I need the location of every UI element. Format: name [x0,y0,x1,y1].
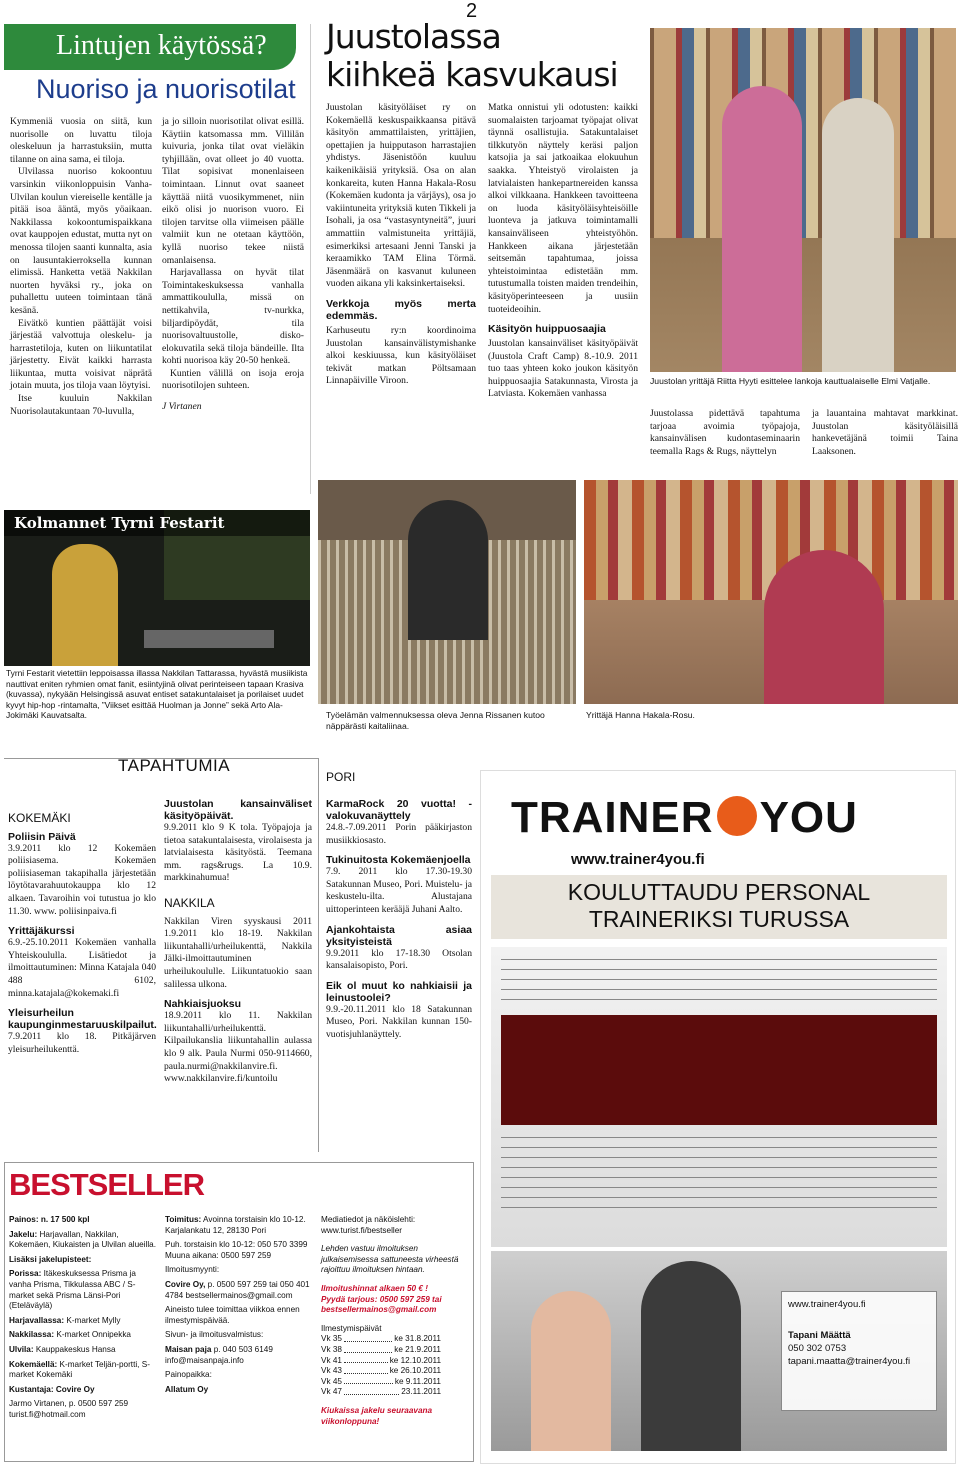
impressum-line [165,1280,315,1301]
impressum-line [9,1255,159,1266]
lintujen-col2 [162,116,304,414]
date-row [321,1345,441,1356]
impressum-text: K-market Onnipekka [54,1330,131,1340]
title-line: kiihkeä kasvukausi [326,55,618,94]
event-text: 7.9. 2011 klo 17.30-19.30 Satakunnan Museo, Pori. Muistelu- ja keskustelu-ilta. Alustajana uittoperinteen kerääjä Juhani Aalto. [326,866,472,915]
impressum-label: Covire Oy, [165,1279,206,1289]
impressum-text: Harjavallan, Nakkilan, Kokemäen, Kiukaisten ja Ulvilan alueilla. [9,1229,156,1250]
event-text: 9.9.2011 klo 9 K tola. Työpajoja ja tietoa satakuntalaisesta, virolaisesta ja latvialaisesta käsityöstä. Teemana mm. rags&rugs. La 10.9. markkinahumua! [164,822,312,884]
impressum-text: Itäkeskuksessa Prisma ja vanha Prisma, Tikkulassa ABC / S-market sekä Prisma Länsi-Pori (Eteläväylä) [9,1269,136,1311]
photo-caption: Juustolan yrittäjä Riitta Hyyti esittelee lankoja kauttualaiselle Elmi Vatjalle. [650,376,931,386]
impressum-line [165,1265,315,1276]
trainer-logo [511,793,858,843]
week-label: Vk 45 [321,1376,342,1386]
place-heading: NAKKILA [164,895,215,910]
offer-info: Pyydä tarjous: 0500 597 259 tai bestsellermainos@gmail.com [321,1294,442,1315]
dot-leader [344,1387,399,1395]
singer [52,544,118,666]
impressum-line [165,1385,315,1396]
subheading: Käsityön huippuosaajia [488,323,606,336]
event-title: Ajankohtaista asiaa yksityisteistä [326,923,472,948]
impressum-line [9,1345,159,1356]
impressum-label: Maisan paja [165,1344,212,1354]
impressum-label: Nakkilassa: [9,1330,55,1340]
person [722,86,802,372]
date-label: ke 26.10.2011 [389,1366,441,1376]
impressum-line [9,1385,159,1396]
photo-weaving [318,480,576,704]
events-col1 [8,812,156,1056]
lintujen-col1 [10,116,152,418]
date-row [321,1366,441,1377]
event-text: Nakkilan Viren syyskausi 2011 1.9.2011 klo 18-19. Nakkilan liikuntahalli/urheilukenttä, Nakkila Jälki-ilmoittautuminen urheilukoululle. Liikuntatuokio saan salilessa ulkona. [164,915,312,990]
event-title: Yleisurheilun kaupunginmestaruuskilpailut. [8,1007,157,1032]
caption-hanna: Yrittäjä Hanna Hakala-Rosu. [586,710,695,720]
text-block [501,1137,937,1217]
event-text: 9.9.-20.11.2011 klo 18 Satakunnan Museo, Pori. Nakkilan kunnan 150-vuotisjuhlanäyttely. [326,1003,472,1040]
date-label: ke 12.10.2011 [389,1355,441,1365]
paragraph: Juustolan käsityöläiset ry on Kokemäellä keskuspaikkaansa pitävä käsityön ammattilaisten, yrittäjien, opettajien ja huipputason harrastajien yhdistys. Jäsenistöön kuuluu kaikenikäisiä yrityksiä. Osa on alan konkareita, kuten Hanna Hakala-Rosu (Kokemäen kudonta ja värjäys), osa jo vakiintuneita yrityksiä kuten Tikkeli ja Isohali, ja osa “vastasyntyneitä”, juuri ammattiin valmistuneita yrittäjiä, esimerkiksi artesaani Jenni Tanski ja keraamikko TAM Elina Törmä. Jäsenmäärä on kasvanut kuluneen vuoden aikana yli kaksinkertaiseksi. [326,102,476,290]
media-info: Mediatiedot ja näköislehti: www.turist.fi/bestseller [321,1215,416,1235]
kicker-banner [4,24,296,70]
event-title: Nahkiaisjuoksu [164,998,242,1011]
logo-left: TRAINER [511,793,714,842]
author: J Virtanen [162,401,202,413]
event-title: KarmaRock 20 vuotta! -valokuvanäyttely [326,798,472,822]
impressum-label: Porissa: [9,1269,42,1279]
headline-line: KOULUTTAUDU PERSONAL [567,879,871,905]
contact-box [781,1291,937,1411]
impressum-line [9,1330,159,1341]
lintujen-title: Nuoriso ja nuorisotilat [36,74,296,104]
events-col2 [164,798,312,1086]
paragraph: Kymmeniä vuosia on siitä, kun nuorisolle on luvattu tiloja oleskeluun ja harrastuksiin, mutta tilanne on aina sama, ei tiloja. [10,116,152,165]
impressum-text: Jarmo Virtanen, p. 0500 597 259 turist.fi@hotmail.com [9,1399,129,1419]
woman-figure [531,1291,611,1451]
photo-tyrni-festival [4,510,310,666]
impressum-text: Puh. torstaisin klo 10-12: 050 570 3399 Muuna aikana: 0500 597 259 [165,1240,308,1260]
photo-hanna [584,480,958,704]
dot-leader [344,1334,392,1342]
week-label: Vk 43 [321,1366,342,1376]
impressum-text: Aineisto tulee toimittaa viikkoa ennen ilmestymispäivää. [165,1305,300,1325]
event-text: 7.9.2011 klo 18. Pitkäjärven yleisurheilukenttä. [8,1031,156,1055]
page-number: 2 [466,0,478,22]
trainer-ad[interactable] [480,770,956,1464]
photo-yarn-shop [650,28,956,372]
info-url[interactable]: www.trainer4you.fi [788,1299,866,1310]
week-label: Vk 38 [321,1344,342,1354]
dot-leader [344,1345,392,1353]
logo-figure-icon [717,796,757,836]
date-row [321,1377,441,1388]
subheading: Verkkoja myös merta edemmäs. [326,297,476,322]
date-label: ke 9.11.2011 [394,1376,441,1386]
impressum-line [165,1330,315,1341]
juustola-col2 [488,102,638,401]
date-row [321,1356,441,1367]
impressum-text: Ilmoitusmyynti: [165,1265,220,1275]
date-row [321,1387,441,1398]
bestseller-logo: BESTSELLER [9,1167,204,1202]
price-info: Ilmoitushinnat alkaen 50 € ! [321,1283,428,1293]
dot-leader [344,1366,388,1374]
impressum-label: Jakelu: [9,1229,38,1239]
impressum-line [9,1399,159,1420]
person [408,500,488,640]
impressum-line [9,1360,159,1381]
impressum-label: Painos: n. 17 500 kpl [9,1215,90,1224]
trainer-body [491,947,947,1247]
impressum-line [9,1316,159,1327]
impressum-text: K-market Teljän-portti, S-market Kokemäki [9,1359,150,1380]
impressum-col2 [165,1215,315,1399]
paragraph: ja jo silloin nuorisotilat olivat esillä. Käytiin katsomassa mm. Villilän kuivuria, jonka tilat ovat vieläkin tyhjillään, ovat olleet jo 40 vuotta. Tilat sopisivat monenlaiseen toimintaan. Linnut ovat saaneet käyttää niitä vuosikymmenet, niin eikö olisi jo nuorison vuoro. Ei tilojen tarvitse olla viimeisen päälle valmiit kun ne otetaan käyttöön, kyllä nuoriso tekee niistä omanlaisensa. [162,116,304,266]
trainer-url[interactable]: www.trainer4you.fi [571,851,705,868]
paragraph: Kuntien välillä on isoja eroja nuorisotilojen suhteen. [162,367,304,392]
impressum-text: Sivun- ja ilmoitusvalmistus: [165,1330,264,1340]
event-title: Yrittäjäkurssi [8,925,75,938]
impressum-label: Lisäksi jakelupisteet: [9,1254,92,1264]
impressum-label: Harjavallassa: [9,1315,65,1325]
place-heading: KOKEMÄKI [8,811,71,825]
impressum-line [9,1215,159,1226]
impressum-label: Kustantaja: Covire Oy [9,1384,95,1394]
paragraph: Matka onnistui yli odotusten: kaikki suomalaisten tarjoamat työpajat olivat täynnä osallistujia. Satakuntalaiset tilkkutyön näyttely keräsi paljon katsojia ja sai jatkoaikaa elokuuhun saakka. Yhteistyö virolaisten ja latvialaisten hankepartnereiden kanssa alkoi vilkkaana. Hankkeen tavoitteena on luoda käsityöläisyhteisöille luonteva ja jatkuva toimintamalli kansainväliseen yhteistyöhön. Hankkeen aikana järjestetään seitsemän tapahtumaa, joissa yhteistoimintaa edistetään mm. tutustumalla toisten maiden trendeihin, käsityöperinteeseen ja uusiin tuoteideoihin. [488,102,638,315]
juustola-col3 [650,408,800,458]
paragraph: Juustolan kansainväliset käsityöpäivät (Juustola Craft Camp) 8.-10.9. 2011 tuo taas yhteen koko joukon käsityön huippuosaajia Satakunnasta, Virosta ja Latviasta. Kokemäen vanhassa [488,338,638,400]
lintujen-article [4,24,308,500]
logo-right: YOU [759,793,858,842]
divider [318,758,319,1152]
tyrni-caption: Tyrni Festarit vietettiin leppoisassa illassa Nakkilan Tattarassa, hyvästä musiikista nauttivat eniten ryhmien omat fanit, esiintyjinä olivat perinteiseen tapaan Krasiva (kuvassa), nykyään Helsingissä asuvat entiset satakuntalaiset ja porilaiset uudet kyvyt hip-hop -rintamalta, ”Viikset esittää Huolman ja Jonne” sekä Arto Ala-Jokimäki Kauvatsalta. [6,668,308,721]
week-label: Vk 47 [321,1387,342,1397]
dates-title: Ilmestymispäivät [321,1323,382,1333]
impressum-text: p. 0500 597 259 tai 050 401 4784 bestsellermainos@gmail.com [165,1279,310,1300]
impressum-line [165,1370,315,1381]
date-label: ke 31.8.2011 [394,1334,441,1344]
shelf [650,28,956,238]
headline-line: TRAINERIKSI TURUSSA [588,906,850,932]
paragraph: Ulvilassa nuoriso kokoontuu varsinkin viikonloppuisin Vanha-Ulvilan koulun viereiselle kentälle ja pitää isoa ääntä, myös yöaikaan. Nakkilassa kokoontumispaikkana ovat kauppojen edustat, mutta nyt on menossa tilojen saanti kunnalta, asia on lausuntakierroksella kunnan elimissä. Hanketta vetää Nakkilan nuorten hyväksi ry., joka on puhallettu uuteen toimintaan tänä kesänä. [10,166,152,316]
contact-name: Tapani Määttä [788,1330,851,1341]
man-figure [641,1261,741,1451]
impressum-label: Allatum Oy [165,1384,209,1394]
contact-phone: 050 302 0753 [788,1343,847,1354]
event-text: 6.9.-25.10.2011 Kokemäen vanhalla Yhteiskoululla. Lisätiedot ja ilmoittautuminen: Minna Katajala 040 488 6102, minna.katajala@kokemaki.fi [8,937,156,999]
dot-leader [344,1377,393,1385]
contact-email[interactable]: tapani.maatta@trainer4you.fi [788,1356,911,1367]
impressum-text: Painopaikka: [165,1370,212,1380]
juustola-col4 [812,408,958,458]
tyrni-title: Kolmannet Tyrni Festarit [14,514,225,532]
date-label: 23.11.2011 [401,1387,441,1397]
impressum-line [165,1345,315,1366]
impressum-line [9,1269,159,1311]
paragraph: ja lauantaina mahtavat markkinat. Juustolan käsityöläisillä hankevetäjänä toimii Taina Laaksonen. [812,408,958,457]
impressum-label: Kokemäellä: [9,1359,58,1369]
person [822,98,894,372]
week-label: Vk 35 [321,1334,342,1344]
impressum-line [165,1240,315,1261]
tyrni-banner [4,510,310,536]
dates-list [321,1334,441,1398]
text-block [501,1015,937,1125]
divider [310,24,311,494]
paragraph: Eivätkö kuntien päättäjät voisi järjestää valvottuja oleskelu- ja harrastetiloja, kuten on liikuntatilat järjestetty. Eivät kaikki harrasta liikuntaa, mutta voisivat näprätä jotain muuta, jos tiloja vaan löytyisi. [10,317,152,392]
impressum-label: Ulvila: [9,1344,34,1354]
person [764,550,884,704]
dot-leader [344,1356,388,1364]
event-text: 3.9.2011 klo 12 Kokemäen poliisiasema. Kokemäen poliisiaseman takapihalla järjestetään löytötavarahuutokauppa klo 12 alkaen. Tavaroihin voi tutustua jo klo 11.30. www. poliisinpaiva.fi [8,842,156,917]
impressum-text: p. 040 503 6149 info@maisanpaja.info [165,1344,273,1365]
paragraph: Juustolassa pidettävä tapahtuma tarjoaa avoimia työpajoja, kansainvälisen kudontaseminaarin teemalla Rags & Rugs, näyttelyn [650,408,800,457]
keyboard [144,630,274,648]
footer-note: Kiukaissa jakelu seuraavana viikonloppuna! [321,1405,433,1426]
date-label: ke 21.9.2011 [394,1344,441,1354]
impressum-col1 [9,1215,159,1425]
impressum-col3 [321,1215,471,1427]
event-text: 24.8.-7.09.2011 Porin pääkirjaston musiikkiosasto. [326,822,472,846]
events-header: TAPAHTUMIA [118,756,231,775]
date-row [321,1334,441,1345]
juustola-title [326,18,618,94]
place-heading-pori: PORI [326,770,356,784]
title-line: Juustolassa [326,17,501,56]
event-title: Eik ol muut ko nahkiaisii ja leinustoolei? [326,979,472,1004]
impressum-text: Kauppakeskus Hansa [33,1344,116,1354]
impressum-label: Toimitus: [165,1215,202,1224]
week-label: Vk 41 [321,1355,342,1365]
paragraph: Harjavallassa on hyvät tilat Toimintakeskuksessa vanhalla ammattikoululla, missä on nettikahvila, tv-nurkka, biljardipöydät, tila nuorisovaltuustolle, disko-elokuvatila sekä tiloja bändeille. Ilta kohti nuorisoa käy 20-50 henkeä. [162,267,304,367]
impressum-text: Avoinna torstaisin klo 10-12. Karjalankatu 12, 28130 Pori [165,1215,306,1235]
impressum [4,1162,474,1462]
juustola-col1 [326,102,476,388]
kicker: Lintujen käytössä? [56,30,267,61]
event-title: Poliisin Päivä [8,830,76,843]
paragraph: Karhuseutu ry:n koordinoima Juustolan kansainvälistymishanke alkoi keskiuussa, kun käsityöläiset tekivät matkan Pöltsamaan Linnapäiville Viroon. [326,324,476,387]
event-text: 18.9.2011 klo 11. Nakkilan liikuntahalli/urheilukenttä. Kilpailukanslia liikuntahallin aulassa klo 9 alk. Paula Nurmi 050-9114660, paula.nurmi@nakkilanvire.fi. www.nakkilanvire.fi/kuntoilu [164,1010,312,1085]
events-col3 [326,798,472,1042]
event-title: Tukinuitosta Kokemäenjoella [326,854,471,867]
impressum-line [165,1305,315,1326]
paragraph: Itse kuuluin Nakkilan Nuorisolautakuntaan 70-luvulla, [10,393,152,417]
text-block [501,959,937,1003]
trainer-headline-box [491,875,947,939]
impressum-line [9,1230,159,1251]
impressum-line [165,1215,315,1236]
event-title: Juustolan kansainväliset käsityöpäivät. [164,798,312,822]
liability-note: Lehden vastuu ilmoituksen julkaisemisessa sattuneesta virheestä rajoittuu ilmoituksen hintaan. [321,1244,459,1275]
caption-weaver: Työelämän valmennuksessa oleva Jenna Rissanen kutoo näppärästi kaitaliinaa. [326,710,545,731]
event-text: 9.9.2011 klo 17-18.30 Otsolan kansalaisopisto, Pori. [326,947,472,972]
impressum-text: K-market Mylly [64,1315,121,1325]
